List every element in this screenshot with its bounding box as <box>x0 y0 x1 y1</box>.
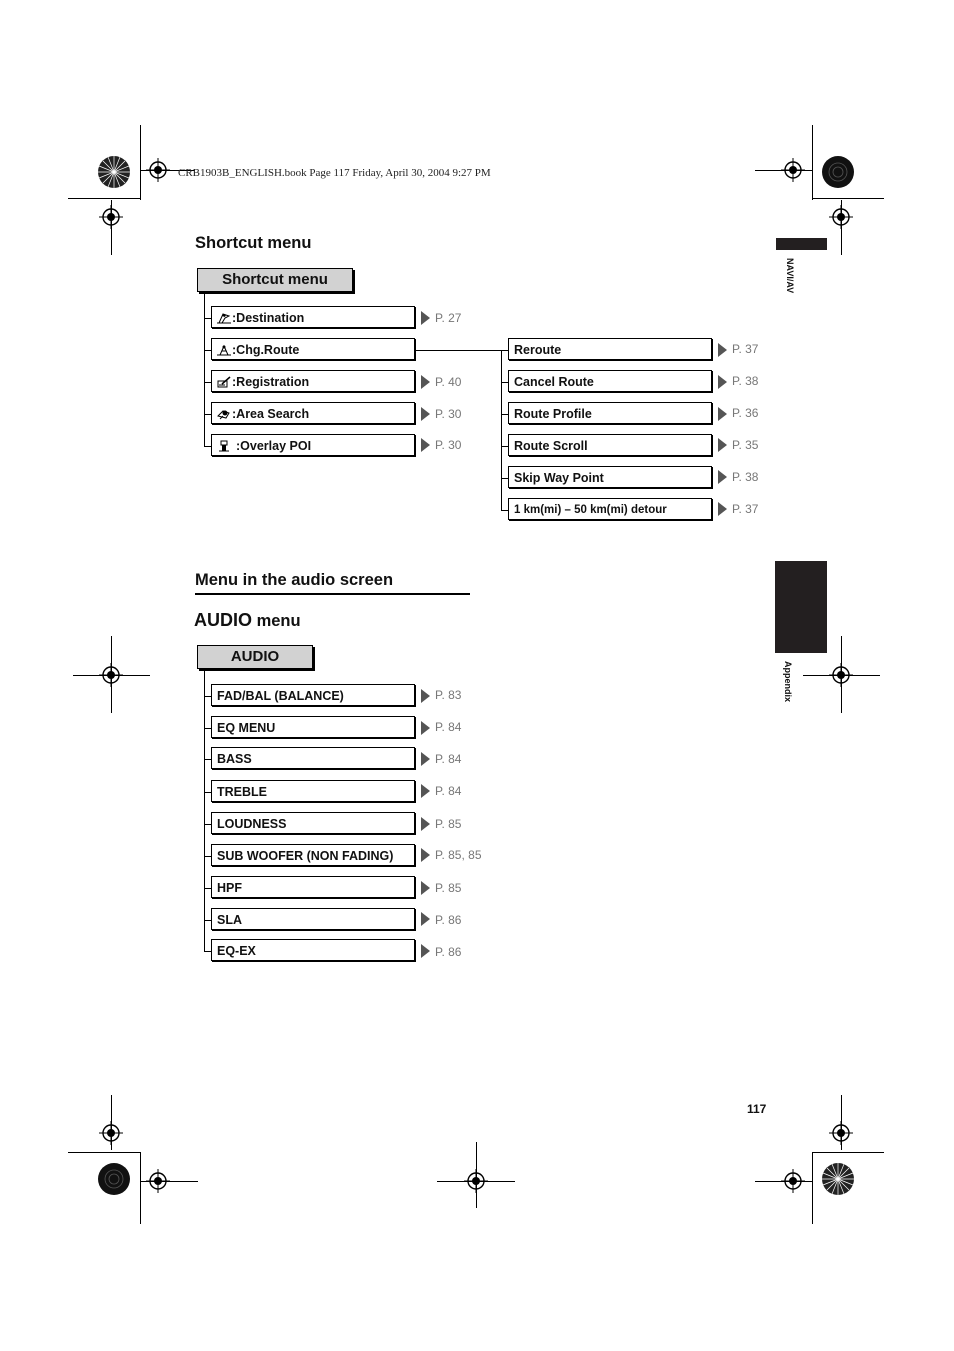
shortcut-menu-title-box: Shortcut menu <box>197 268 353 292</box>
destination-flag-icon <box>217 312 231 324</box>
audio-item-eq-menu <box>211 716 415 738</box>
registration-target-icon <box>829 663 853 687</box>
submenu-item-skip-way-point <box>508 466 712 488</box>
page-ref: P. 27 <box>435 311 462 325</box>
registration-target-icon <box>99 663 123 687</box>
submenu-item-route-profile <box>508 402 712 424</box>
audio-item-fad-bal <box>211 684 415 706</box>
page-ref: P. 38 <box>732 374 759 388</box>
page-ref-arrow-icon <box>718 343 727 357</box>
page-ref: P. 85 <box>435 817 462 831</box>
page-ref: P. 36 <box>732 406 759 420</box>
starburst-mark-icon <box>821 155 855 189</box>
page-ref-arrow-icon <box>421 944 430 958</box>
audio-item-label: BASS <box>217 752 252 766</box>
audio-title-box: AUDIO <box>197 645 313 669</box>
registration-target-icon <box>146 1169 170 1193</box>
shortcut-item-registration <box>211 370 415 392</box>
page-ref: P. 30 <box>435 407 462 421</box>
registration-target-icon <box>99 205 123 229</box>
page-ref: P. 86 <box>435 945 462 959</box>
submenu-item-cancel-route <box>508 370 712 392</box>
page-ref-arrow-icon <box>718 438 727 452</box>
shortcut-item-overlay-poi <box>211 434 415 456</box>
page-ref-arrow-icon <box>421 689 430 703</box>
page-ref-arrow-icon <box>421 721 430 735</box>
shortcut-item-label: :Registration <box>232 375 310 389</box>
shortcut-item-label: :Destination <box>232 311 305 325</box>
audio-screen-heading: Menu in the audio screen <box>195 571 394 589</box>
navi-av-tab <box>776 238 827 250</box>
page-ref: P. 37 <box>732 502 759 516</box>
page-ref-arrow-icon <box>421 784 430 798</box>
shortcut-item-label: :Overlay POI <box>236 439 312 453</box>
section-underline <box>195 593 470 595</box>
area-search-icon <box>217 408 231 420</box>
page-ref-arrow-icon <box>421 407 430 421</box>
audio-item-loudness <box>211 812 415 834</box>
page-ref-arrow-icon <box>421 375 430 389</box>
audio-item-sla <box>211 908 415 930</box>
page-ref: P. 84 <box>435 752 462 766</box>
registration-target-icon <box>464 1169 488 1193</box>
registration-target-icon <box>146 158 170 182</box>
page-number: 117 <box>747 1102 767 1116</box>
audio-item-label: FAD/BAL (BALANCE) <box>217 689 344 703</box>
audio-item-label: LOUDNESS <box>217 817 287 831</box>
shortcut-heading: Shortcut menu <box>195 234 312 252</box>
page-ref-arrow-icon <box>421 912 430 926</box>
overlay-poi-icon <box>217 440 231 452</box>
page-ref-arrow-icon <box>718 407 727 421</box>
audio-tree-line <box>204 669 205 951</box>
shortcut-tree-line <box>204 292 205 446</box>
appendix-tab <box>775 561 827 653</box>
page-ref-arrow-icon <box>421 752 430 766</box>
appendix-label: Appendix <box>783 661 793 703</box>
audio-heading-suffix: menu <box>252 612 301 630</box>
starburst-mark-icon <box>97 155 131 189</box>
shortcut-item-destination <box>211 306 415 328</box>
submenu-item-detour <box>508 498 712 520</box>
navi-av-label: NAVI/AV <box>785 258 795 294</box>
page-ref: P. 83 <box>435 688 462 702</box>
page-ref-arrow-icon <box>718 502 727 516</box>
audio-item-eq-ex <box>211 939 415 961</box>
submenu-item-label: Reroute <box>514 343 562 357</box>
route-change-icon <box>217 344 231 356</box>
page-ref: P. 86 <box>435 913 462 927</box>
audio-item-label: EQ-EX <box>217 944 256 958</box>
page-ref: P. 35 <box>732 438 759 452</box>
starburst-mark-icon <box>821 1162 855 1196</box>
submenu-tree-line <box>501 350 502 510</box>
page-ref: P. 38 <box>732 470 759 484</box>
submenu-item-label: Skip Way Point <box>514 471 604 485</box>
audio-item-label: TREBLE <box>217 785 267 799</box>
page-ref-arrow-icon <box>421 881 430 895</box>
page-ref: P. 37 <box>732 342 759 356</box>
shortcut-item-chg-route <box>211 338 415 360</box>
audio-item-label: SLA <box>217 913 242 927</box>
audio-item-label: SUB WOOFER (NON FADING) <box>217 849 394 863</box>
registration-target-icon <box>829 205 853 229</box>
audio-item-sub-woofer <box>211 844 415 866</box>
page-ref-arrow-icon <box>421 848 430 862</box>
audio-item-bass <box>211 747 415 769</box>
page-ref: P. 85 <box>435 881 462 895</box>
audio-item-hpf <box>211 876 415 898</box>
page-ref: P. 84 <box>435 720 462 734</box>
file-header: CRB1903B_ENGLISH.book Page 117 Friday, April 30, 2004 9:27 PM <box>178 167 491 179</box>
submenu-item-label: Cancel Route <box>514 375 594 389</box>
audio-item-label: EQ MENU <box>217 721 276 735</box>
shortcut-item-label: :Chg.Route <box>232 343 300 357</box>
page-ref-arrow-icon <box>421 311 430 325</box>
submenu-item-route-scroll <box>508 434 712 456</box>
page-ref: P. 85, 85 <box>435 848 482 862</box>
submenu-item-label: Route Profile <box>514 407 592 421</box>
page-ref: P. 84 <box>435 784 462 798</box>
submenu-item-label: Route Scroll <box>514 439 588 453</box>
registration-target-icon <box>781 1169 805 1193</box>
audio-heading-main: AUDIO <box>194 610 252 630</box>
registration-icon <box>217 376 231 388</box>
registration-target-icon <box>829 1121 853 1145</box>
page-ref-arrow-icon <box>718 470 727 484</box>
submenu-item-reroute <box>508 338 712 360</box>
submenu-item-label: 1 km(mi) – 50 km(mi) detour <box>514 504 667 516</box>
page-ref: P. 40 <box>435 375 462 389</box>
submenu-connector <box>415 350 501 351</box>
audio-menu-heading <box>194 610 301 631</box>
page-ref-arrow-icon <box>421 817 430 831</box>
shortcut-item-label: :Area Search <box>232 407 310 421</box>
page-ref: P. 30 <box>435 438 462 452</box>
audio-item-label: HPF <box>217 881 242 895</box>
registration-target-icon <box>99 1121 123 1145</box>
page-ref-arrow-icon <box>421 438 430 452</box>
registration-target-icon <box>781 158 805 182</box>
audio-item-treble <box>211 780 415 802</box>
shortcut-item-area-search <box>211 402 415 424</box>
starburst-mark-icon <box>97 1162 131 1196</box>
page-ref-arrow-icon <box>718 375 727 389</box>
